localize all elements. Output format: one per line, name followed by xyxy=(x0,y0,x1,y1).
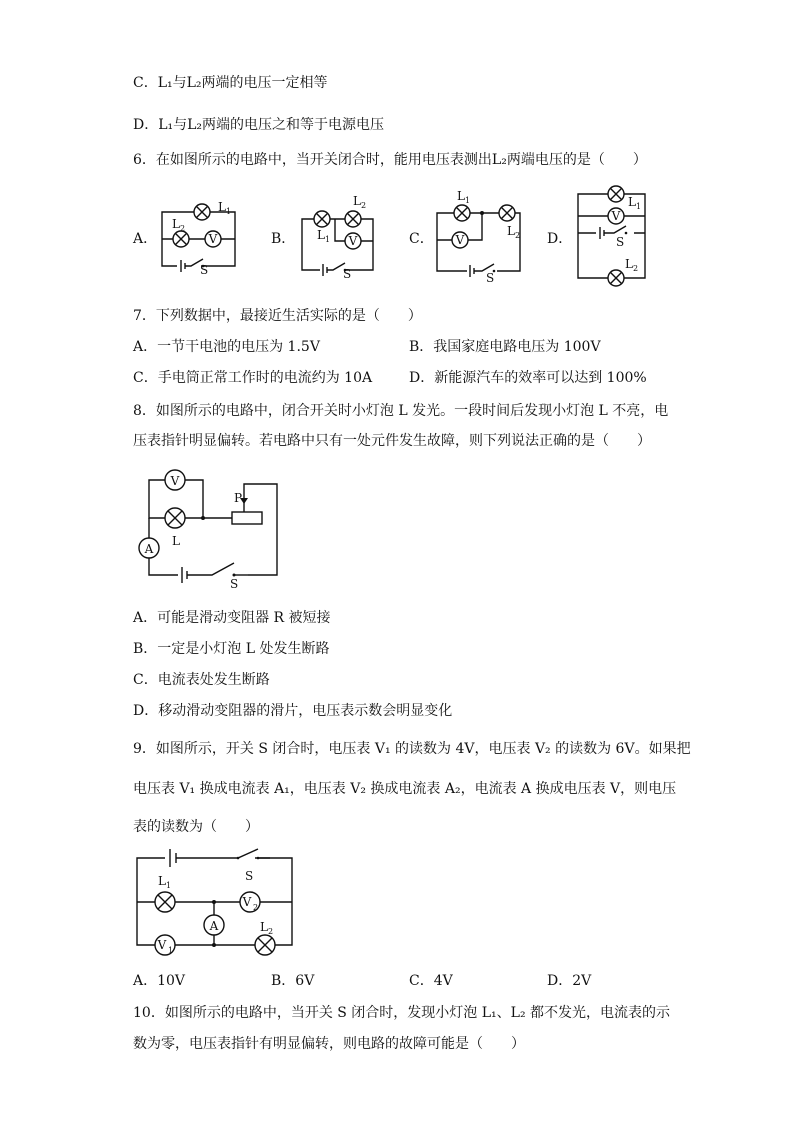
svg-text:L2: $L_2$ xyxy=(260,920,274,936)
q10-stem-line1: 10．如图所示的电路中，当开关 S 闭合时，发现小灯泡 L₁、L₂ 都不发光，电流表的示 xyxy=(133,1005,671,1021)
q6-option-c[interactable]: C． xyxy=(409,231,434,247)
q9-stem-line3: 表的读数为（ ） xyxy=(133,819,259,835)
q6-option-d[interactable]: D． xyxy=(547,231,573,247)
q9-stem-line1: 9．如图所示，开关 S 闭合时，电压表 V₁ 的读数为 4V，电压表 V₂ 的读数为 6V。如果把 xyxy=(133,741,691,757)
ammeter-label: A xyxy=(144,542,154,556)
svg-text:S: S xyxy=(616,235,625,249)
q7-stem: 7．下列数据中，最接近生活实际的是（ ） xyxy=(133,308,422,324)
q6-circuit-a xyxy=(155,196,245,276)
switch-label: S xyxy=(200,263,209,277)
svg-text:V: V xyxy=(242,895,252,909)
voltmeter-label: V xyxy=(170,474,180,488)
lamp-label: $L_1$ xyxy=(218,200,232,216)
switch-label: S xyxy=(230,577,239,591)
svg-text:S: S xyxy=(486,271,495,285)
q9-option-a[interactable]: A．10V xyxy=(133,973,186,989)
lamp-label: $L_2$ xyxy=(172,217,186,233)
svg-text:L2: $L_2$ xyxy=(353,194,367,210)
q6-circuit-d xyxy=(570,183,660,293)
q8-option-c[interactable]: C．电流表处发生断路 xyxy=(133,672,270,688)
q8-option-b[interactable]: B．一定是小灯泡 L 处发生断路 xyxy=(133,641,330,657)
q9-option-d[interactable]: D．2V xyxy=(547,973,592,989)
svg-text:1: 1 xyxy=(168,946,174,955)
q6-stem: 6．在如图所示的电路中，当开关闭合时，能用电压表测出L₂两端电压的是（ ） xyxy=(133,152,647,168)
q9-option-c[interactable]: C．4V xyxy=(409,973,453,989)
svg-text:L1: $L_1$ xyxy=(317,228,331,244)
q8-stem-line2: 压表指针明显偏转。若电路中只有一处元件发生故障，则下列说法正确的是（ ） xyxy=(133,433,651,449)
q10-stem-line2: 数为零，电压表指针有明显偏转，则电路的故障可能是（ ） xyxy=(133,1036,525,1052)
slider-label: P xyxy=(234,491,243,505)
q5-option-d[interactable]: D．L₁与L₂两端的电压之和等于电源电压 xyxy=(133,117,385,133)
svg-text:2: 2 xyxy=(253,903,259,912)
q7-option-b[interactable]: B．我国家庭电路电压为 100V xyxy=(409,339,601,355)
q6-circuit-c xyxy=(432,185,532,285)
svg-text:L2: $L_2$ xyxy=(625,257,639,273)
q7-option-c[interactable]: C．手电筒正常工作时的电流约为 10A xyxy=(133,370,373,386)
q8-option-d[interactable]: D．移动滑动变阻器的滑片，电压表示数会明显变化 xyxy=(133,703,453,719)
svg-text:L1: $L_1$ xyxy=(457,189,471,205)
q7-option-d[interactable]: D．新能源汽车的效率可以达到 100% xyxy=(409,370,647,386)
q6-option-a[interactable]: A． xyxy=(133,231,158,247)
q9-option-b[interactable]: B．6V xyxy=(271,973,315,989)
svg-text:L1: $L_1$ xyxy=(158,874,172,890)
q5-option-c[interactable]: C．L₁与L₂两端的电压一定相等 xyxy=(133,75,328,91)
q8-option-a[interactable]: A．可能是滑动变阻器 R 被短接 xyxy=(133,610,331,626)
svg-text:V: V xyxy=(455,233,465,247)
q6-circuit-b xyxy=(295,194,385,281)
q6-option-b[interactable]: B． xyxy=(271,231,296,247)
q7-option-a[interactable]: A．一节干电池的电压为 1.5V xyxy=(133,339,320,355)
switch-label: S xyxy=(245,869,254,883)
svg-text:L2: $L_2$ xyxy=(507,224,521,240)
svg-text:V: V xyxy=(611,209,621,223)
svg-text:S: S xyxy=(343,267,352,281)
lamp-label: L xyxy=(172,534,180,548)
q8-stem-line1: 8．如图所示的电路中，闭合开关时小灯泡 L 发光。一段时间后发现小灯泡 L 不亮，电 xyxy=(133,403,669,419)
ammeter-label: A xyxy=(209,919,219,933)
q9-stem-line2: 电压表 V₁ 换成电流表 A₁，电压表 V₂ 换成电流表 A₂，电流表 A 换成电压表 V，则电压 xyxy=(133,781,677,797)
q9-circuit xyxy=(130,845,305,965)
svg-text:V: V xyxy=(157,938,167,952)
q8-circuit xyxy=(130,460,290,590)
svg-text:V: V xyxy=(348,234,358,248)
svg-text:L1: $L_1$ xyxy=(628,195,642,211)
voltmeter-label: V xyxy=(208,232,218,246)
